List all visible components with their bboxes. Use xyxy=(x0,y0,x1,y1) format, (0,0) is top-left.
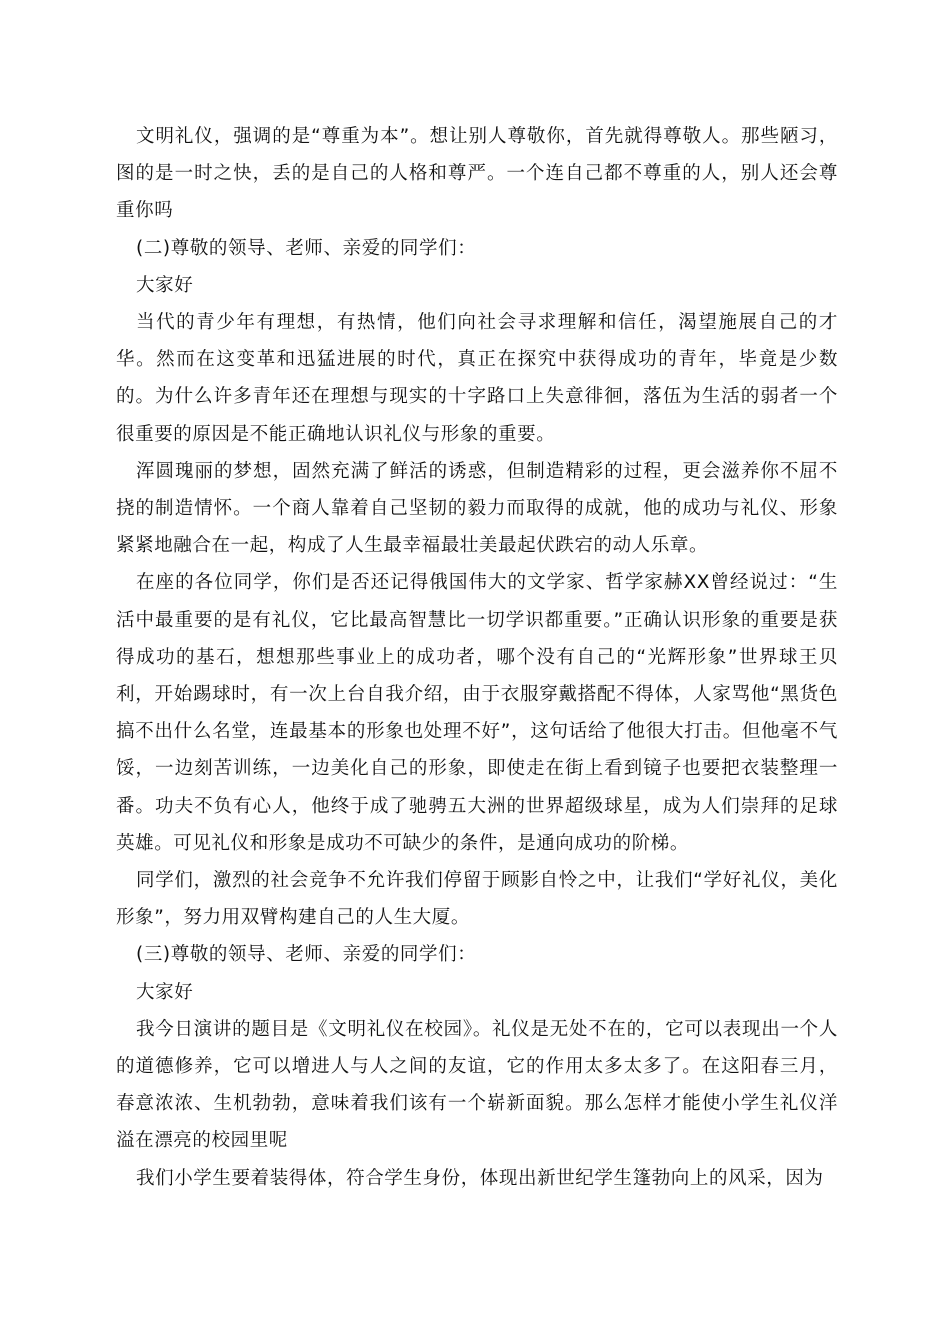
paragraph-pele-story: 在座的各位同学，你们是否还记得俄国伟大的文学家、哲学家赫XX曾经说过：“生活中最重要的是有礼仪，它比最高智慧比一切学识都重要。”正确认识形象的重要是获得成功的基石，想想那些事业上的成功者，哪个没有自己的“光辉形象”世界球王贝利，开始踢球时，有一次上台自我介绍，由于衣服穿戴搭配不得体，人家骂他“黑货色搞不出什么名堂，连最基本的形象也处理不好”，这句话给了他很大打击。但他毫不气馁，一边刻苦训练，一边美化自己的形象，即使走在街上看到镜子也要把衣装整理一番。功夫不负有心人，他终于成了驰骋五大洲的世界超级球星，成为人们崇拜的足球英雄。可见礼仪和形象是成功不可缺少的条件，是通向成功的阶梯。 xyxy=(116,572,838,854)
paragraph-dress-code: 我们小学生要着装得体，符合学生身份，体现出新世纪学生篷勃向上的风采，因为 xyxy=(136,1167,824,1189)
paragraph-respect-intro: 文明礼仪，强调的是“尊重为本”。想让别人尊敬你，首先就得尊敬人。那些陋习，图的是一时之快，丢的是自己的人格和尊严。一个连自己都不尊重的人，别人还会尊重你吗 xyxy=(116,126,838,222)
paragraph-call-to-action: 同学们，激烈的社会竞争不允许我们停留于顾影自怜之中，让我们“学好礼仪，美化形象”，努力用双臂构建自己的人生大厦。 xyxy=(116,870,838,929)
paragraph-dreams: 浑圆瑰丽的梦想，固然充满了鲜活的诱惑，但制造精彩的过程，更会滋养你不屈不挠的制造情怀。一个商人靠着自己坚韧的毅力而取得的成就，他的成功与礼仪、形象紧紧地融合在一起，构成了人生最幸福最壮美最起伏跌宕的动人乐章。 xyxy=(116,460,838,557)
section-three-greeting: 大家好 xyxy=(136,981,194,1003)
paragraph-speech-topic: 我今日演讲的题目是《文明礼仪在校园》。礼仪是无处不在的，它可以表现出一个人的道德修养，它可以增进人与人之间的友谊，它的作用太多太多了。在这阳春三月，春意浓浓、生机勃勃，意味着我们该有一个崭新面貌。那么怎样才能使小学生礼仪洋溢在漂亮的校园里呢 xyxy=(116,1018,838,1152)
document-body xyxy=(116,118,838,1197)
section-two-salutation: (二)尊敬的领导、老师、亲爱的同学们： xyxy=(136,237,477,259)
section-three-salutation: (三)尊敬的领导、老师、亲爱的同学们： xyxy=(136,944,477,966)
section-two-greeting: 大家好 xyxy=(136,274,194,296)
paragraph-youth-ideals: 当代的青少年有理想，有热情，他们向社会寻求理解和信任，渴望施展自己的才华。然而在这变革和迅猛进展的时代，真正在探究中获得成功的青年，毕竟是少数的。为什么许多青年还在理想与现实的十字路口上失意徘徊，落伍为生活的弱者一个很重要的原因是不能正确地认识礼仪与形象的重要。 xyxy=(116,312,838,445)
